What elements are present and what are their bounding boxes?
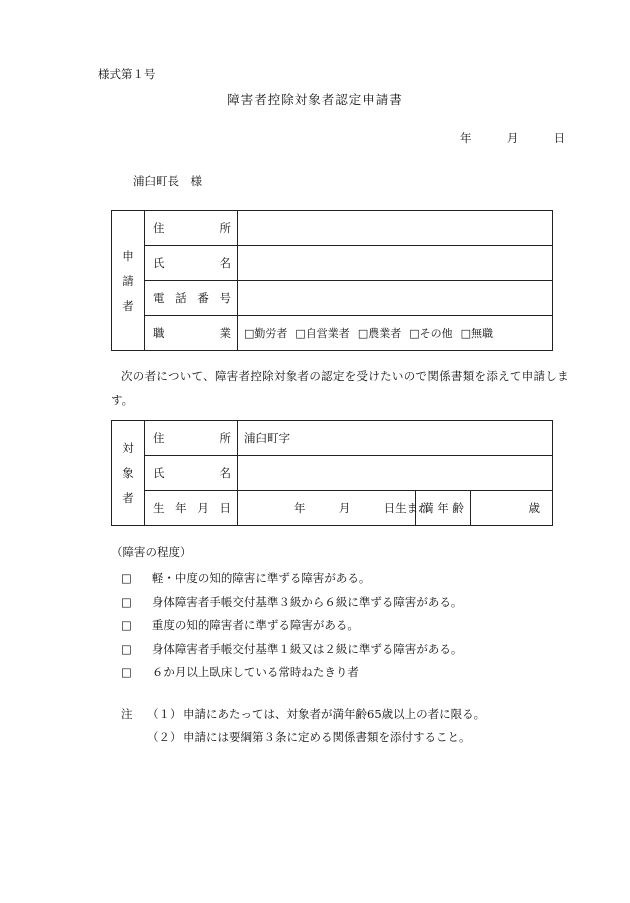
occupation-checkbox-employee[interactable]: □勤労者 [244,327,288,340]
subject-birth-label: 生 年 月 日 [145,491,238,526]
subject-birth-field[interactable]: 年 月 日生まれ [238,491,416,526]
request-text-line-1: 次の者について、障害者控除対象者の認定を受けたいので関係書類を添えて申請しま [121,369,569,383]
subject-table [111,420,553,526]
occupation-checkbox-self-employed[interactable]: □自営業者 [295,327,350,340]
degree-item[interactable]: □ 重度の知的障害者に準ずる障害がある。 [121,618,359,632]
applicant-name-label: 氏 名 [145,246,238,281]
degree-item[interactable]: □ ６か月以上臥床している常時ねたきり者 [121,665,359,679]
subject-name-label: 氏 名 [145,456,238,491]
degree-item[interactable]: □ 身体障害者手帳交付基準１級又は２級に準ずる障害がある。 [121,641,463,656]
applicant-address-label: 住 所 [145,211,238,246]
applicant-phone-label: 電 話 番 号 [145,281,238,316]
occupation-options [238,316,553,351]
checkbox-icon[interactable]: □ [121,641,132,656]
degree-item[interactable]: □ 身体障害者手帳交付基準３級から６級に準ずる障害がある。 [121,594,463,609]
applicant-side-label: 申 請 者 [112,211,145,351]
occupation-checkbox-other[interactable]: □その他 [409,327,453,340]
notes-label: 注 [121,707,133,721]
addressee: 浦臼町長 様 [133,174,202,188]
checkbox-icon[interactable]: □ [121,665,132,679]
applicant-name-field[interactable] [238,246,553,281]
occupation-checkbox-farmer[interactable]: □農業者 [357,327,402,340]
subject-age-label: 満 年 齢 [416,491,471,526]
day-label: 日 [553,131,566,145]
occupation-checkbox-unemployed[interactable]: □無職 [460,327,494,340]
subject-age-field[interactable]: 歳 [471,491,553,526]
year-label: 年 [460,131,472,145]
date-line [460,130,565,146]
document-title: 障害者控除対象者認定申請書 [227,92,403,107]
applicant-phone-field[interactable] [238,281,553,316]
subject-address-label: 住 所 [145,421,238,456]
note-text: 申請にあたっては、対象者が満年齢65歳以上の者に限る。 [183,707,486,721]
checkbox-icon[interactable]: □ [121,618,132,632]
note-text: 申請には要綱第３条に定める関係書類を添付すること。 [183,730,471,744]
applicant-address-field[interactable] [238,211,553,246]
subject-name-field[interactable] [238,456,553,491]
request-text-line-2: す。 [111,393,134,407]
degree-heading: （障害の程度） [111,545,192,559]
month-label: 月 [506,131,519,145]
applicant-table [111,210,553,351]
notes: 注 （１） 申請にあたっては、対象者が満年齢65歳以上の者に限る。 （２） 申請には要綱第３条に定める関係書類を添付すること。 [121,703,485,749]
form-number: 様式第１号 [98,67,156,81]
subject-address-field[interactable]: 浦臼町字 [238,421,553,456]
degree-item[interactable]: □ 軽・中度の知的障害に準ずる障害がある。 [121,571,371,585]
checkbox-icon[interactable]: □ [121,571,132,585]
checkbox-icon[interactable]: □ [121,594,132,609]
applicant-occupation-label: 職 業 [145,316,238,351]
subject-side-label: 対 象 者 [112,421,145,526]
degree-list [121,567,462,685]
